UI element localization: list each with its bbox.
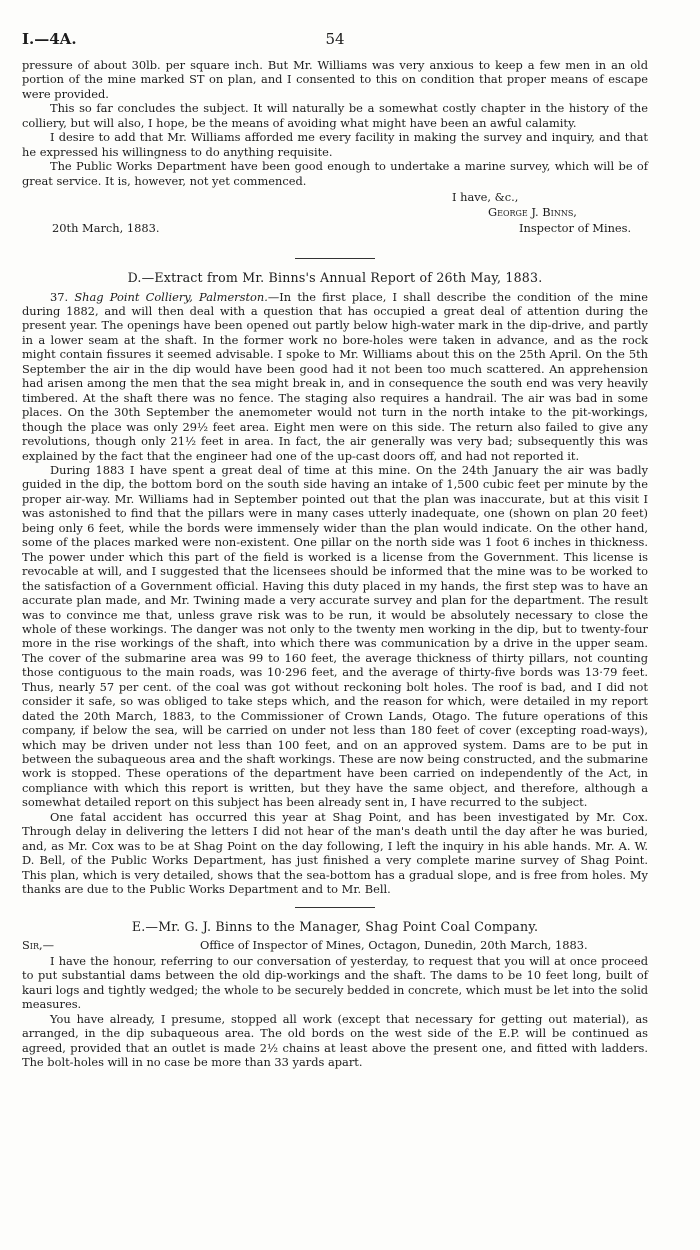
closing-line: I have, &c., (452, 190, 519, 205)
section-heading-e: E.—Mr. G. J. Binns to the Manager, Shag Point Coal Company. (131, 918, 539, 934)
paragraph-text: —In the first place, I shall describe the condition of the mine during 1882, and will then deal with a question that has occupied a great deal of attention during the present year. The openings have been opened out partly below high-water mark in the dip-drive, and partly in a lower seam at the shaft. In the former work no bore-holes were taken in advance, and as the rock might contain fissures it seemed advisable. I spoke to Mr. Williams about this on the 25th April. On the 5th September the air in the dip would have been good had it not been too much scattered. An apprehension had arisen among the men that the sea might break in, and in consequence the south end was very heavily timbered. At the shaft there was no fence. The staging also requires a handrail. The air was bad in some places. On the 30th September the anemometer would not turn in the north intake to the pit-workings, though the place was only 29½ feet area. Eight men were on this side. The return also failed to give any revolutions, though only 21½ feet in area. In fact, the air generally was very bad; subsequently this was explained by the fact that the engineer had one of the up-cast doors off, and had not reported it. (22, 289, 648, 463)
signatory-title: Inspector of Mines. (519, 221, 632, 236)
paragraph: pressure of about 30lb. per square inch. But Mr. Williams was very anxious to keep a few men in an old portion of the mine marked ST on plan, and I consented to this on condition that proper means of escape were provided. (22, 58, 648, 101)
section-divider (295, 907, 375, 908)
paragraph: You have already, I presume, stopped all work (except that necessary for getting out material), as arranged, in the dip subaqueous area. The old bords on the west side of the E.P. will be continued as agreed, provided that an outlet is made 2½ chains at least above the present one, and fitted with ladders. The bolt-holes will in no case be more than 33 yards apart. (22, 1011, 648, 1070)
sender-address: Office of Inspector of Mines, Octagon, Dunedin, 20th March, 1883. (200, 938, 588, 953)
paragraph: One fatal accident has occurred this year at Shag Point, and has been investigated by Mr. Cox. Through delay in delivering the letters I did not hear of the man's death until the day after he was buried, and, as Mr. Cox was to be at Shag Point on the day following, I left the inquiry in his able hands. Mr. A. W. D. Bell, of the Public Works Department, has just finished a very complete marine survey of Shag Point. This plan, which is very detailed, shows that the sea-bottom has a gradual slope, and is free from holes. My thanks are due to the Public Works Department and to Mr. Bell. (22, 809, 648, 897)
document-body (22, 58, 648, 1070)
paragraph: During 1883 I have spent a great deal of time at this mine. On the 24th January the air was badly guided in the dip, the bottom bord on the south side having an intake of 1,500 cubic feet per minute by the proper air-way. Mr. Williams had in September pointed out that the plan was inaccurate, but at this visit I was astonished to find that the pillars were in many cases utterly inadequate, one (shown on plan 20 feet) being only 6 feet, while the bords were immensely wider than the plan would indicate. On the other hand, some of the places marked were non-existent. One pillar on the north side was 1 foot 6 inches in thickness. The power under which this part of the field is worked is a license from the Government. This license is revocable at will, and I suggested that the licensees should be informed that the mine was to be worked to the satisfaction of a Government official. Having this duty placed in my hands, the first step was to have an accurate plan made, and Mr. Twining made a very accurate survey and plan for the department. The result was to convince me that, unless grave risk was to be run, it would be absolutely necessary to close the whole of these workings. The danger was not only to the twenty men working in the dip, but to twenty-four more in the rise workings of the shaft, into which there was communication by a drive in the upper seam. The cover of the submarine area was 99 to 160 feet, the average thickness of thirty pillars, not counting those contiguous to the main roads, was 10·296 feet, and the average of thirty-five bords was 13·79 feet. Thus, nearly 57 per cent. of the coal was got without reckoning bolt holes. The roof is bad, and I did not consider it safe, so was obliged to take steps which, and the reason for which, were detailed in my report dated the 20th March, 1883, to the Commissioner of Crown Lands, Otago. The future operations of this company, if below the sea, will be carried on under not less than 180 feet of cover (excepting road-ways), which may be driven under not less than 100 feet, and on an approved system. Dams are to be put in between the subaqueous area and the shaft workings. These are now being constructed, and the submarine work is stopped. These operations of the department have been carried on independently of the Act, in compliance with which this report is written, but they have the same object, and therefore, although a somewhat detailed report on this subject has been already sent in, I have recurred to the subject. (22, 462, 648, 810)
paragraph-number: 37. (50, 289, 75, 304)
paragraph: I desire to add that Mr. Williams afforded me every facility in making the survey and inquiry, and that he expressed his willingness to do anything requisite. (22, 130, 648, 159)
signatory-name: George J. Binns, (488, 205, 577, 220)
signature-block (22, 190, 648, 248)
salutation: Sir,— (22, 938, 54, 953)
paragraph (22, 290, 648, 463)
section-heading-d: D.—Extract from Mr. Binns's Annual Report of 26th May, 1883. (127, 270, 543, 286)
section-divider (295, 258, 375, 259)
place-heading: Shag Point Colliery, Palmerston. (74, 289, 268, 304)
paragraph: The Public Works Department have been good enough to undertake a marine survey, which will be of great service. It is, however, not yet commenced. (22, 159, 648, 188)
paragraph: This so far concludes the subject. It will naturally be a somewhat costly chapter in the history of the colliery, but will also, I hope, be the means of avoiding what might have been an awful calamity. (22, 101, 648, 130)
salutation-line (22, 938, 648, 954)
section-reference: I.—4A. (22, 30, 77, 48)
page-number: 54 (325, 30, 345, 48)
letter-date: 20th March, 1883. (52, 221, 160, 236)
paragraph: I have the honour, referring to our conversation of yesterday, to request that you will at once proceed to put substantial dams between the old dip-workings and the shaft. The dams to be 10 feet long, built of kauri logs and tightly wedged; the whole to be securely bedded in concrete, which must be let into the solid measures. (22, 954, 648, 1012)
page-header (22, 30, 648, 58)
